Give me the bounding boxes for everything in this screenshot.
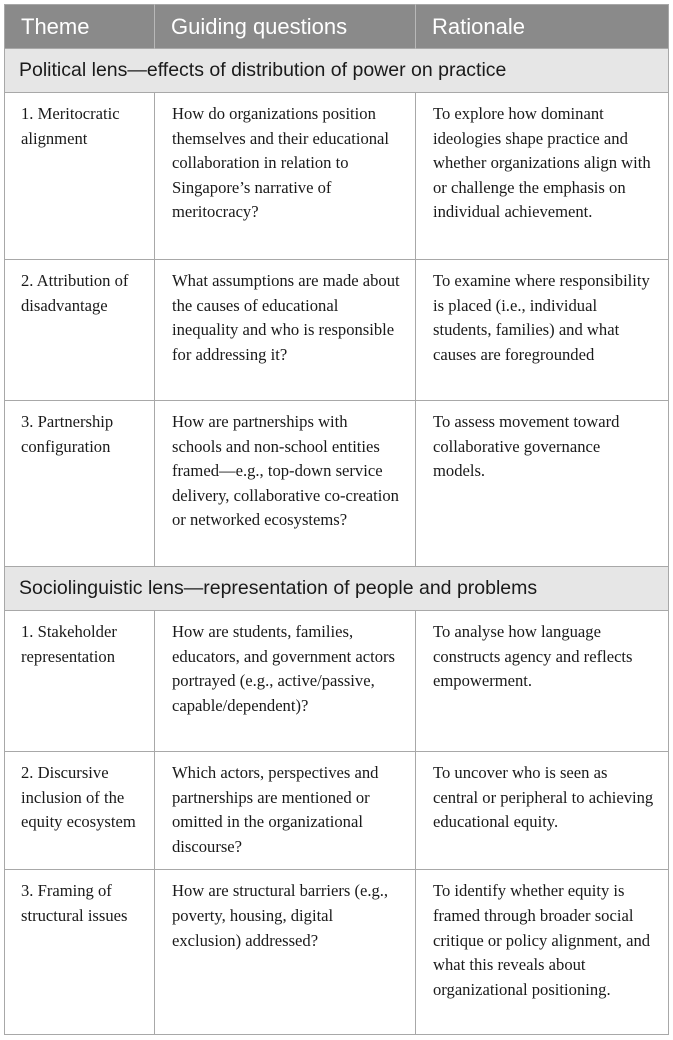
section-political-rows — [5, 93, 669, 567]
rationale-cell: To examine where responsibility is placed (i.e., individual students, families) and what causes are foregrounded — [416, 260, 669, 401]
table-row — [5, 260, 669, 401]
section-sociolinguistic-rows — [5, 611, 669, 1035]
theme-cell: 3. Framing of structural issues — [5, 870, 155, 1035]
table-row — [5, 93, 669, 260]
rationale-cell: To identify whether equity is framed through broader social critique or policy alignment, and what this reveals about organizational positioning. — [416, 870, 669, 1035]
theme-cell: 1. Meritocratic alignment — [5, 93, 155, 260]
section-title: Sociolinguistic lens—representation of people and problems — [5, 567, 669, 611]
section-sociolinguistic-header — [5, 567, 669, 611]
table-row — [5, 401, 669, 567]
table-row — [5, 870, 669, 1035]
theme-cell: 1. Stakeholder representation — [5, 611, 155, 752]
header-rationale: Rationale — [416, 5, 669, 49]
question-cell: Which actors, perspectives and partnerships are mentioned or omitted in the organizational discourse? — [155, 752, 416, 870]
table-header — [5, 5, 669, 49]
theme-cell: 2. Attribution of disadvantage — [5, 260, 155, 401]
question-cell: What assumptions are made about the causes of educational inequality and who is responsible for addressing it? — [155, 260, 416, 401]
question-cell: How are structural barriers (e.g., poverty, housing, digital exclusion) addressed? — [155, 870, 416, 1035]
table-row — [5, 611, 669, 752]
question-cell: How are partnerships with schools and non-school entities framed—e.g., top-down service delivery, collaborative co-creation or networked ecosystems? — [155, 401, 416, 567]
theme-cell: 2. Discursive inclusion of the equity ecosystem — [5, 752, 155, 870]
section-title: Political lens—effects of distribution of power on practice — [5, 49, 669, 93]
question-cell: How are students, families, educators, and government actors portrayed (e.g., active/passive, capable/dependent)? — [155, 611, 416, 752]
rationale-cell: To analyse how language constructs agency and reflects empowerment. — [433, 622, 633, 691]
rationale-cell: To uncover who is seen as central or peripheral to achieving educational equity. — [416, 752, 669, 870]
header-guiding-questions: Guiding questions — [155, 5, 416, 49]
question-cell: How do organizations position themselves and their educational collaboration in relation to Singapore’s narrative of meritocracy? — [155, 93, 416, 260]
table-row — [5, 752, 669, 870]
header-theme: Theme — [5, 5, 155, 49]
themes-table — [4, 4, 669, 1035]
rationale-cell: To assess movement toward collaborative governance models. — [416, 401, 669, 567]
section-political-header — [5, 49, 669, 93]
theme-cell: 3. Partnership configuration — [5, 401, 155, 567]
rationale-cell: To explore how dominant ideologies shape practice and whether organizations align with or challenge the emphasis on individual achievement. — [433, 104, 651, 222]
